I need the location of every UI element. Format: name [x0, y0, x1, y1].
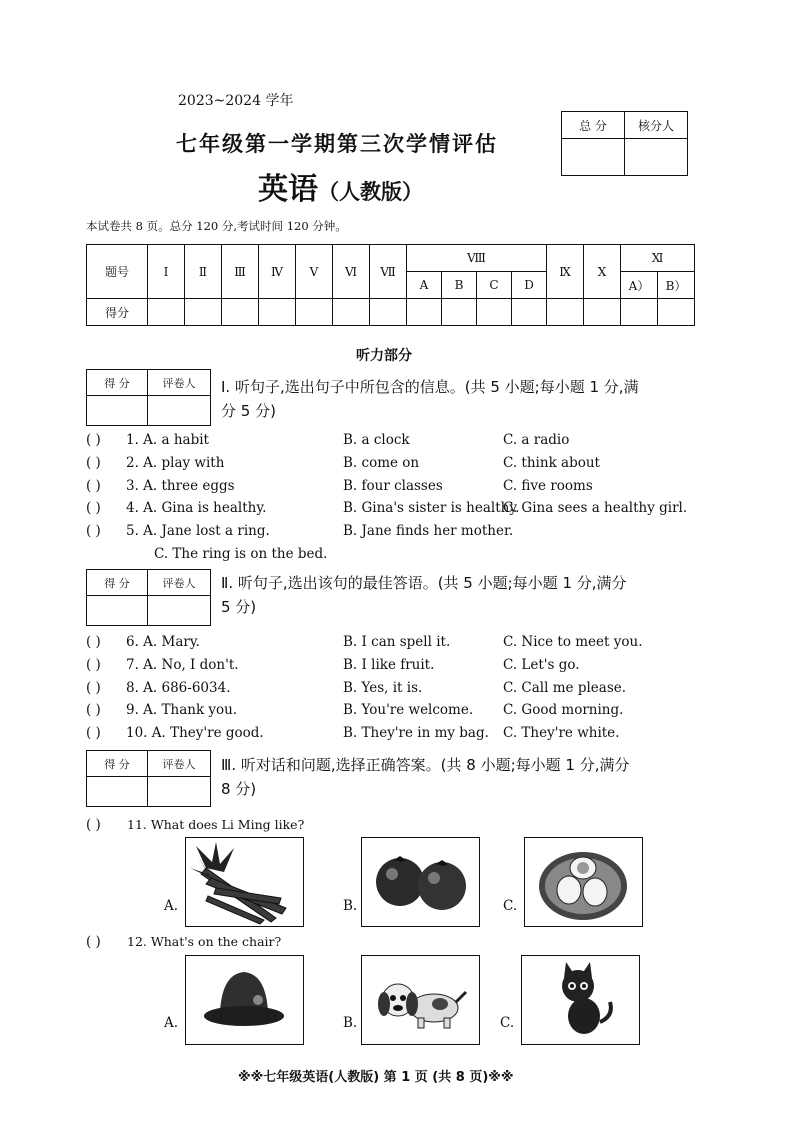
grader-name-label: 评卷人 [148, 370, 211, 396]
q6-option-b: B. I can spell it. [343, 634, 451, 650]
col-iii: Ⅲ [222, 245, 259, 299]
dog-icon [361, 955, 480, 1045]
answer-blank[interactable]: ( ) [86, 634, 101, 650]
col-vii: Ⅶ [370, 245, 407, 299]
grader-score-cell[interactable] [87, 777, 148, 807]
carrots-icon [185, 837, 304, 927]
q7-option-b: B. I like fruit. [343, 657, 435, 673]
grader-box-1 [86, 369, 211, 426]
tomatoes-icon [361, 837, 480, 927]
q3-option-a: 3. A. three eggs [126, 478, 235, 494]
edition-label: （人教版） [318, 179, 423, 204]
col-viii-c: C [477, 272, 512, 299]
col-i: Ⅰ [148, 245, 185, 299]
part-1-heading-line1: Ⅰ. 听句子,选出句子中所包含的信息。(共 5 小题;每小题 1 分,满 [221, 378, 639, 396]
score-cell[interactable] [370, 299, 407, 326]
q7-option-a: 7. A. No, I don't. [126, 657, 239, 673]
q11-option-b-label: B. [343, 898, 358, 914]
q12-option-c-label: C. [500, 1015, 515, 1031]
q10-option-a: 10. A. They're good. [126, 725, 264, 741]
q8-option-a: 8. A. 686-6034. [126, 680, 231, 696]
q9-option-a: 9. A. Thank you. [126, 702, 238, 718]
score-cell[interactable] [185, 299, 222, 326]
q12-option-b-label: B. [343, 1015, 358, 1031]
exam-title: 七年级第一学期第三次学情评估 [176, 131, 498, 156]
q9-option-c: C. Good morning. [503, 702, 624, 718]
score-cell[interactable] [259, 299, 296, 326]
q12-stem: 12. What's on the chair? [127, 934, 282, 949]
q4-option-a: 4. A. Gina is healthy. [126, 500, 267, 516]
q4-option-b: B. Gina's sister is healthy. [343, 500, 520, 516]
q11-option-c-label: C. [503, 898, 518, 914]
q12-option-a-label: A. [164, 1015, 179, 1031]
part-3-heading-line2: 8 分) [221, 780, 257, 798]
answer-blank[interactable]: ( ) [86, 817, 101, 833]
answer-blank[interactable]: ( ) [86, 702, 101, 718]
score-cell[interactable] [442, 299, 477, 326]
grader-score-label: 得 分 [87, 370, 148, 396]
grader-name-cell[interactable] [148, 777, 211, 807]
col-viii-b: B [442, 272, 477, 299]
question-number-label: 题号 [87, 245, 148, 299]
subject-name: 英语 [258, 172, 318, 207]
answer-blank[interactable]: ( ) [86, 478, 101, 494]
col-viii-d: D [512, 272, 547, 299]
q5-option-c: C. The ring is on the bed. [154, 546, 328, 562]
score-table [86, 244, 695, 326]
answer-blank[interactable]: ( ) [86, 680, 101, 696]
total-score-cell[interactable] [562, 139, 625, 176]
part-1-heading-line2: 分 5 分) [221, 402, 276, 420]
grader-name-label: 评卷人 [148, 570, 211, 596]
score-cell[interactable] [477, 299, 512, 326]
col-v: Ⅴ [296, 245, 333, 299]
part-2-heading-line2: 5 分) [221, 598, 257, 616]
grader-name-cell[interactable] [148, 596, 211, 626]
answer-blank[interactable]: ( ) [86, 934, 101, 950]
q3-option-c: C. five rooms [503, 478, 593, 494]
q1-option-c: C. a radio [503, 432, 570, 448]
col-viii-a: A [407, 272, 442, 299]
score-cell[interactable] [512, 299, 547, 326]
grader-score-label: 得 分 [87, 751, 148, 777]
score-cell[interactable] [407, 299, 442, 326]
school-year: 2023~2024 学年 [178, 93, 294, 109]
grader-score-label: 得 分 [87, 570, 148, 596]
part-3-heading [221, 753, 629, 801]
col-xi-a: A） [621, 272, 658, 299]
exam-intro: 本试卷共 8 页。总分 120 分,考试时间 120 分钟。 [86, 219, 347, 233]
col-xi-b: B） [658, 272, 695, 299]
q2-option-a: 2. A. play with [126, 455, 225, 471]
grader-box-2 [86, 569, 211, 626]
checker-label: 核分人 [625, 112, 688, 139]
score-cell[interactable] [296, 299, 333, 326]
score-cell[interactable] [547, 299, 584, 326]
eggs-icon [524, 837, 643, 927]
page-footer: ※※七年级英语(人教版) 第 1 页 (共 8 页)※※ [238, 1070, 514, 1085]
q11-stem: 11. What does Li Ming like? [127, 817, 305, 832]
grader-box-3 [86, 750, 211, 807]
col-ix: Ⅸ [547, 245, 584, 299]
col-x: Ⅹ [584, 245, 621, 299]
col-viii: Ⅷ [407, 245, 547, 272]
q5-option-b: B. Jane finds her mother. [343, 523, 514, 539]
total-score-box [561, 111, 688, 176]
grader-score-cell[interactable] [87, 596, 148, 626]
score-cell[interactable] [333, 299, 370, 326]
q5-option-a: 5. A. Jane lost a ring. [126, 523, 270, 539]
grader-name-label: 评卷人 [148, 751, 211, 777]
q7-option-c: C. Let's go. [503, 657, 580, 673]
answer-blank[interactable]: ( ) [86, 500, 101, 516]
q1-option-b: B. a clock [343, 432, 410, 448]
score-cell[interactable] [584, 299, 621, 326]
grader-score-cell[interactable] [87, 396, 148, 426]
grader-name-cell[interactable] [148, 396, 211, 426]
listening-section-title: 听力部分 [356, 348, 412, 364]
q1-option-a: 1. A. a habit [126, 432, 209, 448]
subject-title [258, 164, 423, 208]
q2-option-c: C. think about [503, 455, 600, 471]
q6-option-a: 6. A. Mary. [126, 634, 200, 650]
score-row-label: 得分 [87, 299, 148, 326]
part-1-heading [221, 375, 639, 423]
checker-cell[interactable] [625, 139, 688, 176]
answer-blank[interactable]: ( ) [86, 455, 101, 471]
part-2-heading [221, 571, 627, 619]
q11-option-a-label: A. [164, 898, 179, 914]
q6-option-c: C. Nice to meet you. [503, 634, 643, 650]
col-vi: Ⅵ [333, 245, 370, 299]
q8-option-c: C. Call me please. [503, 680, 627, 696]
answer-blank[interactable]: ( ) [86, 657, 101, 673]
score-cell[interactable] [222, 299, 259, 326]
q2-option-b: B. come on [343, 455, 420, 471]
answer-blank[interactable]: ( ) [86, 432, 101, 448]
score-cell[interactable] [658, 299, 695, 326]
col-xi: Ⅺ [621, 245, 695, 272]
part-2-heading-line1: Ⅱ. 听句子,选出该句的最佳答语。(共 5 小题;每小题 1 分,满分 [221, 574, 627, 592]
col-iv: Ⅳ [259, 245, 296, 299]
q10-option-b: B. They're in my bag. [343, 725, 489, 741]
score-cell[interactable] [148, 299, 185, 326]
cat-icon [521, 955, 640, 1045]
answer-blank[interactable]: ( ) [86, 725, 101, 741]
q10-option-c: C. They're white. [503, 725, 620, 741]
answer-blank[interactable]: ( ) [86, 523, 101, 539]
hat-icon [185, 955, 304, 1045]
q9-option-b: B. You're welcome. [343, 702, 474, 718]
col-ii: Ⅱ [185, 245, 222, 299]
total-label: 总 分 [562, 112, 625, 139]
q8-option-b: B. Yes, it is. [343, 680, 423, 696]
q3-option-b: B. four classes [343, 478, 443, 494]
q4-option-c: C. Gina sees a healthy girl. [503, 500, 688, 516]
part-3-heading-line1: Ⅲ. 听对话和问题,选择正确答案。(共 8 小题;每小题 1 分,满分 [221, 756, 630, 774]
score-cell[interactable] [621, 299, 658, 326]
